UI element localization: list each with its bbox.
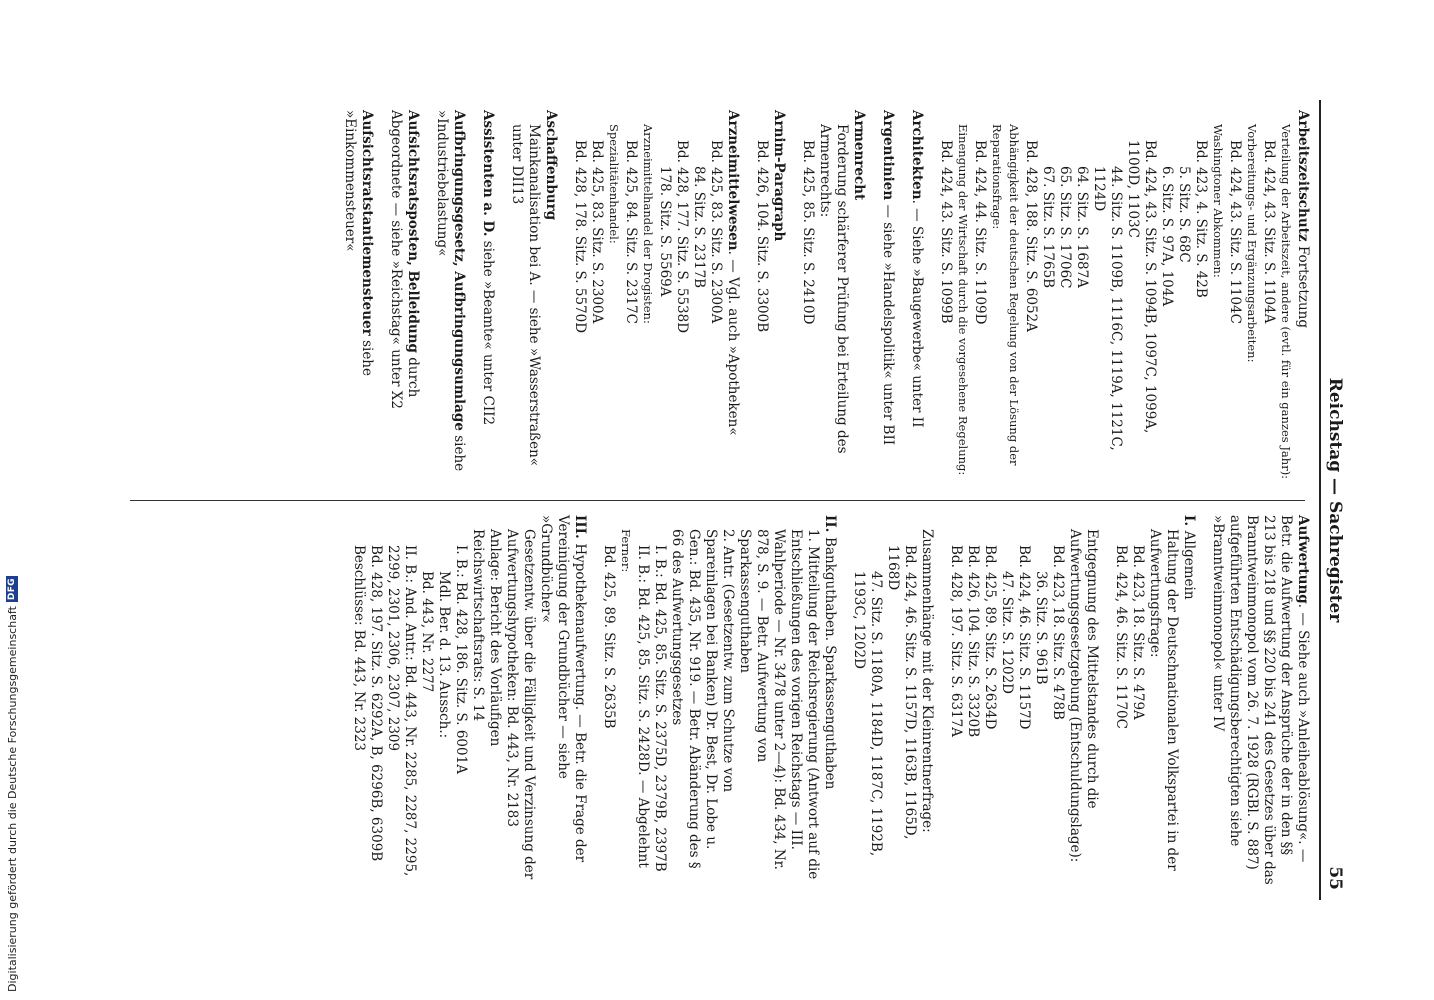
header-rule	[1319, 100, 1321, 900]
entry-text: Einengung der Wirtschaft durch die vorgesehene Regelung:	[956, 124, 970, 476]
entry-heading: Aufsichtsratstantiemensteuer	[359, 110, 375, 336]
index-line	[753, 110, 770, 480]
entry-heading: Arzneimittelwesen	[725, 110, 741, 251]
index-line	[1073, 110, 1090, 480]
entry-text: Bd. 425, 84. Sitz. S. 2317C	[623, 140, 639, 324]
entry-text: . — Vgl. auch »Apotheken«	[725, 250, 741, 436]
entry-text: 47. Sitz. S. 1180A, 1184D, 1187C, 1192B, 1193C, 1202D	[851, 571, 884, 857]
index-line	[690, 110, 707, 480]
page-number: 55	[1325, 866, 1345, 890]
entry-text: 1. Mitteilung der Reichsregierung (Antwort auf die Entschließungen des vorigen Reichstags — III. Wahlperiode — Nr. 3478 unter 2—4): Bd. 434, Nr. 878, S. 9. — Betr. Aufwertung von Sparkassenguthaben	[737, 529, 821, 880]
section-heading: Bankguthaben. Sparkassenguthaben	[822, 537, 838, 790]
page-title: Reichstag — Sachregister	[1325, 377, 1345, 623]
index-line	[707, 110, 724, 480]
entry-text: Bd. 424, 46. Sitz. S. 1157D	[1016, 545, 1032, 730]
index-line	[1066, 515, 1100, 885]
entry-heading: Aufwertung	[1295, 515, 1311, 604]
entry-text: Bd. 443, Nr. 2277	[419, 571, 435, 693]
index-line	[350, 515, 367, 885]
index-line	[651, 515, 668, 885]
entry-text: 5. Sitz. S. 68C	[1176, 166, 1192, 263]
entry-text: Bd. 428, 177. Sitz. S. 5538D	[674, 140, 690, 334]
index-line	[1129, 515, 1146, 885]
index-line	[367, 515, 384, 885]
page-header	[1323, 100, 1345, 900]
entry-text: Bd. 425, 89. Sitz. S. 2635B	[601, 545, 617, 729]
index-line	[954, 110, 971, 480]
entry-heading: Aufbringungsgesetz, Aufbringungsumlage	[451, 110, 467, 431]
index-line	[1209, 110, 1226, 480]
index-line	[850, 110, 867, 480]
entry-text: Bd. 423, 4. Sitz. S. 42B	[1193, 140, 1209, 298]
index-line	[384, 515, 418, 885]
index-line	[1277, 110, 1294, 480]
entry-heading: Arbeitszeitschutz	[1295, 110, 1311, 242]
entry-text: Bd. 424, 46. Sitz. S. 1157D, 1163B, 1165D, 1168D	[885, 545, 918, 840]
index-line	[673, 110, 690, 480]
entry-text: Bd. 423, 18. Sitz. S. 478B	[1050, 545, 1066, 720]
index-line	[1049, 515, 1066, 885]
entry-text: siehe »Einkommensteuer«	[342, 110, 375, 376]
index-line	[617, 515, 634, 885]
entry-heading: Armenrecht	[851, 110, 867, 201]
index-line	[981, 515, 998, 885]
entry-text: 47. Sitz. S. 1202D	[999, 571, 1015, 694]
entry-text: 67. Sitz. S. 1765B	[1040, 166, 1056, 289]
entry-text: Bd. 424, 43. Sitz. S. 1104A	[1261, 140, 1277, 324]
entry-text: Bd. 428, 197. Sitz. S. 6292A, B, 6296B, 6309B	[368, 545, 384, 862]
entry-text: Haltung der Deutschnationalen Volkspartei in der Aufwertungsfrage:	[1147, 529, 1180, 871]
index-line	[1022, 110, 1039, 480]
entry-text: Spezialitätenhandel:	[607, 124, 621, 244]
index-line	[634, 515, 651, 885]
index-line	[1243, 110, 1260, 480]
index-line	[850, 515, 884, 885]
index-line	[816, 110, 850, 480]
entry-text: Verteilung der Arbeitszeit, andere (evtl. für ein ganzes Jahr):	[1279, 124, 1293, 480]
section-number: II.	[822, 515, 838, 538]
entry-text: Bd. 426, 104. Sitz. S. 3320B	[965, 545, 981, 738]
footer-text: Digitalisierung gefördert durch die Deutsche Forschungsgemeinschaft	[5, 606, 19, 992]
entry-text: Bd. 425, 89. Sitz. S. 2634D	[982, 545, 998, 730]
entry-text: — siehe »Handelspolitik« unter BII	[880, 200, 896, 446]
column-divider	[130, 500, 1305, 501]
entry-text: siehe »Industriebelastung«	[434, 110, 467, 472]
entry-heading: Architekten	[909, 110, 925, 200]
index-line	[1090, 110, 1124, 480]
index-line	[724, 110, 741, 480]
index-line	[1039, 110, 1056, 480]
index-line	[1056, 110, 1073, 480]
entry-text: 2. Antr. (Gesetzentw. zum Schutze von Spareinlagen bei Banken) Dr. Best, Dr. Lobe u. Gen.: Bd. 435, Nr. 919. — Betr. Abänderung des § 66 des Aufwertungsgesetzes	[669, 529, 736, 869]
section-heading: Hypothekenaufwertung. — Betr. die Frage der Vereinigung der Grundbücher — siehe »Grundbücher«	[538, 515, 588, 863]
index-line	[971, 110, 988, 480]
section-heading: Allgemein	[1181, 530, 1197, 600]
entry-text: 178. Sitz. S. 5569A	[657, 166, 673, 297]
index-line	[821, 515, 838, 885]
entry-text: 36. Sitz. S. 961B	[1033, 571, 1049, 685]
entry-text: 6. Sitz. S. 97A, 104A	[1159, 166, 1175, 307]
entry-text: Fortsetzung	[1295, 241, 1311, 328]
entry-text: siehe »Beamte« unter CII2	[480, 236, 496, 426]
entry-heading: Aschaffenburg	[543, 110, 559, 221]
index-line	[433, 110, 467, 480]
index-line	[879, 110, 896, 480]
index-line	[1209, 515, 1311, 885]
index-line	[1158, 110, 1175, 480]
index-line	[736, 515, 821, 885]
entry-text: Ferner:	[619, 529, 633, 573]
entry-text: Gesetzentw. über die Fälligkeit und Verzinsung der Aufwertungshypotheken: Bd. 443, Nr. 2183	[504, 529, 537, 880]
index-line	[508, 110, 542, 480]
section-number: I.	[1181, 515, 1197, 531]
entry-text: I. B.: Bd. 425, 85. Sitz. S. 2375D, 2379B, 2397B	[652, 545, 668, 872]
entry-text: Bd. 424, 43. Sitz. S. 1104C	[1227, 140, 1243, 324]
entry-text: Beschlüsse: Bd. 443, Nr. 2323	[351, 545, 367, 752]
entry-text: II. B.: And. Antr.: Bd. 443, Nr. 2285, 2287, 2295, 2299, 2301, 2306, 2307, 2309	[385, 545, 418, 877]
index-line	[622, 110, 639, 480]
entry-text: Bd. 424, 43. Sitz. S. 1094B, 1097C, 1099A, 1100D, 1103C	[1125, 140, 1158, 434]
index-line	[1294, 110, 1311, 480]
index-line	[600, 515, 617, 885]
index-line	[770, 110, 787, 480]
index-line	[1175, 110, 1192, 480]
entry-text: Bd. 425, 83. Sitz. S. 2300A	[708, 140, 724, 324]
entry-text: 84. Sitz. S. 2317B	[691, 166, 707, 289]
entry-text: Mainkanalisation bei A. — siehe »Wasserstraßen« unter DII13	[509, 124, 542, 467]
index-line	[588, 110, 605, 480]
index-line	[469, 515, 503, 885]
entry-text: 44. Sitz. S. 1109B, 1116C, 1119A, 1121C, 1124D	[1091, 166, 1124, 451]
entry-text: . — Siehe »Baugewerbe« unter II	[909, 199, 925, 428]
index-line	[418, 515, 435, 885]
entry-text: Bd. 424, 46. Sitz. S. 1170C	[1113, 545, 1129, 729]
digitization-footer	[2, 0, 22, 1000]
entry-text: . — Siehe auch »Anleiheablösung«. — Betr. die Aufwertung der Ansprüche der in den §§ 213 bis 218 und §§ 220 bis 241 des Gesetzes über das Branntweinmonopol vom 26. 7. 1928 (RGBl. S. 887) aufgeführten Entschädigungsberechtigten siehe »Branntweinmonopol« unter IV	[1210, 515, 1311, 885]
index-line	[1226, 110, 1243, 480]
entry-text: Anlage: Bericht des Vorläufigen Reichswirtschaftsrats: S. 14	[470, 529, 503, 747]
index-line	[668, 515, 736, 885]
index-line	[1146, 515, 1180, 885]
rotated-page	[120, 100, 1345, 900]
entry-heading: Aufsichtsratsposten, Belleidung	[405, 110, 421, 353]
index-line	[908, 110, 925, 480]
index-line	[937, 110, 954, 480]
entry-text: Entgegnung des Mittelstandes durch die Aufwertungsgesetzgebung (Entschuldungslage):	[1067, 529, 1100, 863]
index-line	[1015, 515, 1032, 885]
index-line	[1192, 110, 1209, 480]
index-line	[503, 515, 537, 885]
index-line	[479, 110, 496, 480]
entry-text: Abhängigkeit der deutschen Regelung von der Lösung der Reparationsfrage:	[990, 124, 1021, 466]
index-line	[964, 515, 981, 885]
entry-text: Mdl. Ber. d. 13. Aussch.:	[436, 571, 452, 739]
entry-text: Bd. 424, 44. Sitz. S. 1109D	[972, 140, 988, 325]
entry-text: Washingtoner Abkommen:	[1211, 124, 1225, 278]
entry-text: II. B.: Bd. 425, 85. Sitz. S. 2428D. — Abgelehnt	[635, 545, 651, 868]
entry-heading: Assistenten a. D.	[480, 110, 496, 237]
index-line	[341, 110, 375, 480]
index-line	[988, 110, 1022, 480]
index-line	[571, 110, 588, 480]
right-column	[350, 515, 1311, 885]
index-line	[387, 110, 421, 480]
entry-text: Bd. 428, 197. Sitz. S. 6317A	[948, 545, 964, 737]
entry-text: 65. Sitz. S. 1706C	[1057, 166, 1073, 289]
index-line	[1124, 110, 1158, 480]
entry-text: 64. Sitz. S. 1687A	[1074, 166, 1090, 288]
index-line	[656, 110, 673, 480]
entry-text: I. B.: Bd. 428, 186. Sitz. S. 6001A	[453, 545, 469, 774]
index-line	[998, 515, 1015, 885]
entry-text: durch Abgeordnete — siehe »Reichstag« unter X2	[388, 110, 421, 409]
entry-text: Zusammenhänge mit der Kleinrentnerfrage:	[919, 529, 935, 833]
entry-text: Bd. 423, 18. Sitz. S. 479A	[1130, 545, 1146, 720]
index-line	[799, 110, 816, 480]
entry-heading: Argentinien	[880, 110, 896, 201]
index-line	[605, 110, 622, 480]
index-line	[1032, 515, 1049, 885]
entry-text: Bd. 426, 104. Sitz. S. 3300B	[754, 140, 770, 333]
entry-text: Vorbereitungs- und Ergänzungsarbeiten:	[1245, 124, 1259, 363]
dfg-logo: DFG	[7, 578, 17, 601]
index-line	[1180, 515, 1197, 885]
entry-text: Bd. 428, 178. Sitz. S. 5570D	[572, 140, 588, 334]
index-line	[918, 515, 935, 885]
entry-text: Bd. 424, 43. Sitz. S. 1099B	[938, 140, 954, 324]
index-line	[1112, 515, 1129, 885]
index-line	[947, 515, 964, 885]
section-number: III.	[572, 515, 588, 544]
index-line	[884, 515, 918, 885]
index-line	[435, 515, 452, 885]
entry-text: Bd. 425, 85. Sitz. S. 2410D	[800, 140, 816, 325]
entry-text: Bd. 425, 83. Sitz. S. 2300A	[589, 140, 605, 324]
index-line	[639, 110, 656, 480]
entry-text: Arzneimittelhandel der Drogisten:	[641, 124, 655, 324]
entry-text: Forderung schärferer Prüfung bei Erteilung des Armenrechts:	[817, 124, 850, 454]
left-column	[341, 110, 1311, 480]
index-line	[452, 515, 469, 885]
entry-heading: Arnim-Paragraph	[771, 110, 787, 242]
index-line	[542, 110, 559, 480]
index-line	[1260, 110, 1277, 480]
index-line	[537, 515, 588, 885]
entry-text: Bd. 428, 188. Sitz. S. 6052A	[1023, 140, 1039, 332]
